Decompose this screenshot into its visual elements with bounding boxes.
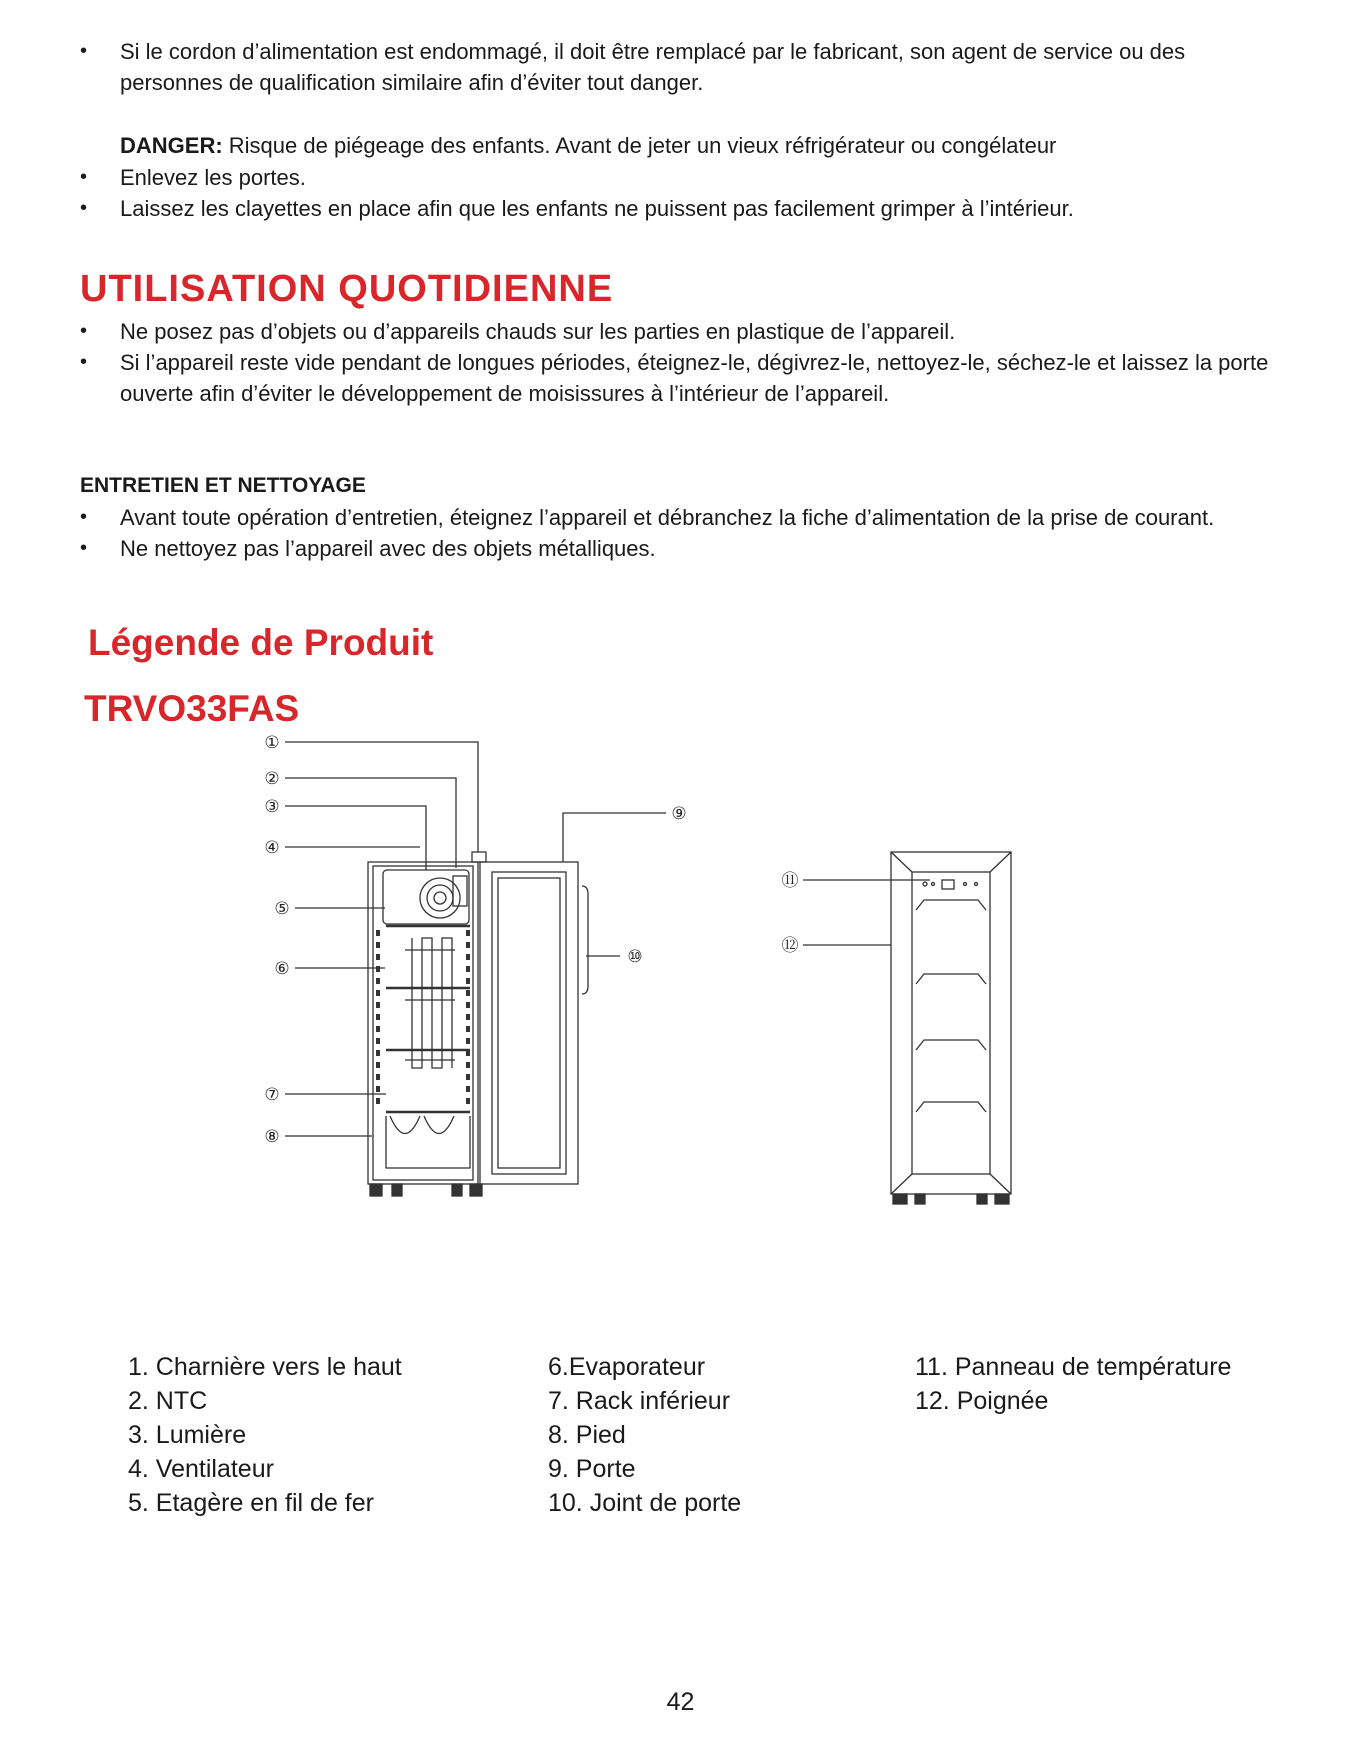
intro-list — [80, 36, 1280, 98]
marker-5: ⑤ — [274, 899, 290, 919]
legend-heading: Légende de Produit — [88, 622, 434, 663]
danger-bullet: • Enlevez les portes. — [80, 162, 1280, 193]
marker-2: ② — [264, 769, 280, 789]
legend-item: 8. Pied — [548, 1421, 626, 1449]
product-diagram — [0, 733, 1361, 1260]
daily-use-bullet: • Si l’appareil reste vide pendant de longues périodes, éteignez-le, dégivrez-le, nettoyez-le, séchez-le et laissez la porte ouverte afin d’éviter le développement de moisissures à l’intérieur de l’appareil. — [80, 347, 1300, 409]
legend-item: 11. Panneau de température — [915, 1353, 1232, 1381]
danger-paragraph — [120, 130, 1320, 161]
marker-1: ① — [264, 733, 280, 753]
legend-column-1 — [128, 1350, 402, 1520]
danger-list — [80, 162, 1280, 224]
legend-item: 10. Joint de porte — [548, 1489, 742, 1517]
maintenance-heading: ENTRETIEN ET NETTOYAGE — [80, 474, 366, 497]
maintenance-bullet: • Ne nettoyez pas l’appareil avec des objets métalliques. — [80, 533, 1300, 564]
marker-10: ⑩ — [627, 947, 643, 967]
model-heading: TRVO33FAS — [84, 688, 300, 729]
legend-item: 6.Evaporateur — [548, 1353, 706, 1381]
marker-6: ⑥ — [274, 959, 290, 979]
marker-9: ⑨ — [671, 804, 687, 824]
marker-4: ④ — [264, 838, 280, 858]
marker-8: ⑧ — [264, 1127, 280, 1147]
open-fridge-illustration — [368, 852, 588, 1196]
danger-label: DANGER: — [120, 133, 223, 158]
legend-item: 1. Charnière vers le haut — [128, 1353, 402, 1381]
legend-item: 5. Etagère en fil de fer — [128, 1489, 374, 1517]
legend-item: 3. Lumière — [128, 1421, 247, 1449]
legend-item: 7. Rack inférieur — [548, 1387, 731, 1415]
page-number: 42 — [666, 1688, 695, 1716]
legend-item: 2. NTC — [128, 1387, 208, 1415]
daily-use-bullet: • Ne posez pas d’objets ou d’appareils chauds sur les parties en plastique de l’appareil. — [80, 316, 1300, 347]
legend-column-2 — [548, 1350, 741, 1520]
maintenance-list — [80, 502, 1300, 564]
intro-bullet: • Si le cordon d’alimentation est endommagé, il doit être remplacé par le fabricant, son agent de service ou des personnes de qualification similaire afin d’éviter tout danger. — [80, 36, 1280, 98]
marker-7: ⑦ — [264, 1085, 280, 1105]
danger-bullet: • Laissez les clayettes en place afin que les enfants ne puissent pas facilement grimper à l’intérieur. — [80, 193, 1280, 224]
maintenance-bullet: • Avant toute opération d’entretien, éteignez l’appareil et débranchez la fiche d’alimentation de la prise de courant. — [80, 502, 1300, 533]
marker-12: ⑫ — [781, 936, 799, 956]
legend-item: 9. Porte — [548, 1455, 636, 1483]
legend-item: 12. Poignée — [915, 1387, 1049, 1415]
danger-text: Risque de piégeage des enfants. Avant de jeter un vieux réfrigérateur ou congélateur — [222, 133, 1057, 158]
marker-3: ③ — [264, 797, 280, 817]
daily-use-heading: UTILISATION QUOTIDIENNE — [80, 268, 614, 310]
closed-fridge-illustration — [891, 852, 1011, 1204]
legend-column-3 — [915, 1350, 1231, 1418]
marker-11: ⑪ — [781, 871, 799, 891]
daily-use-list — [80, 316, 1300, 409]
legend-item: 4. Ventilateur — [128, 1455, 274, 1483]
